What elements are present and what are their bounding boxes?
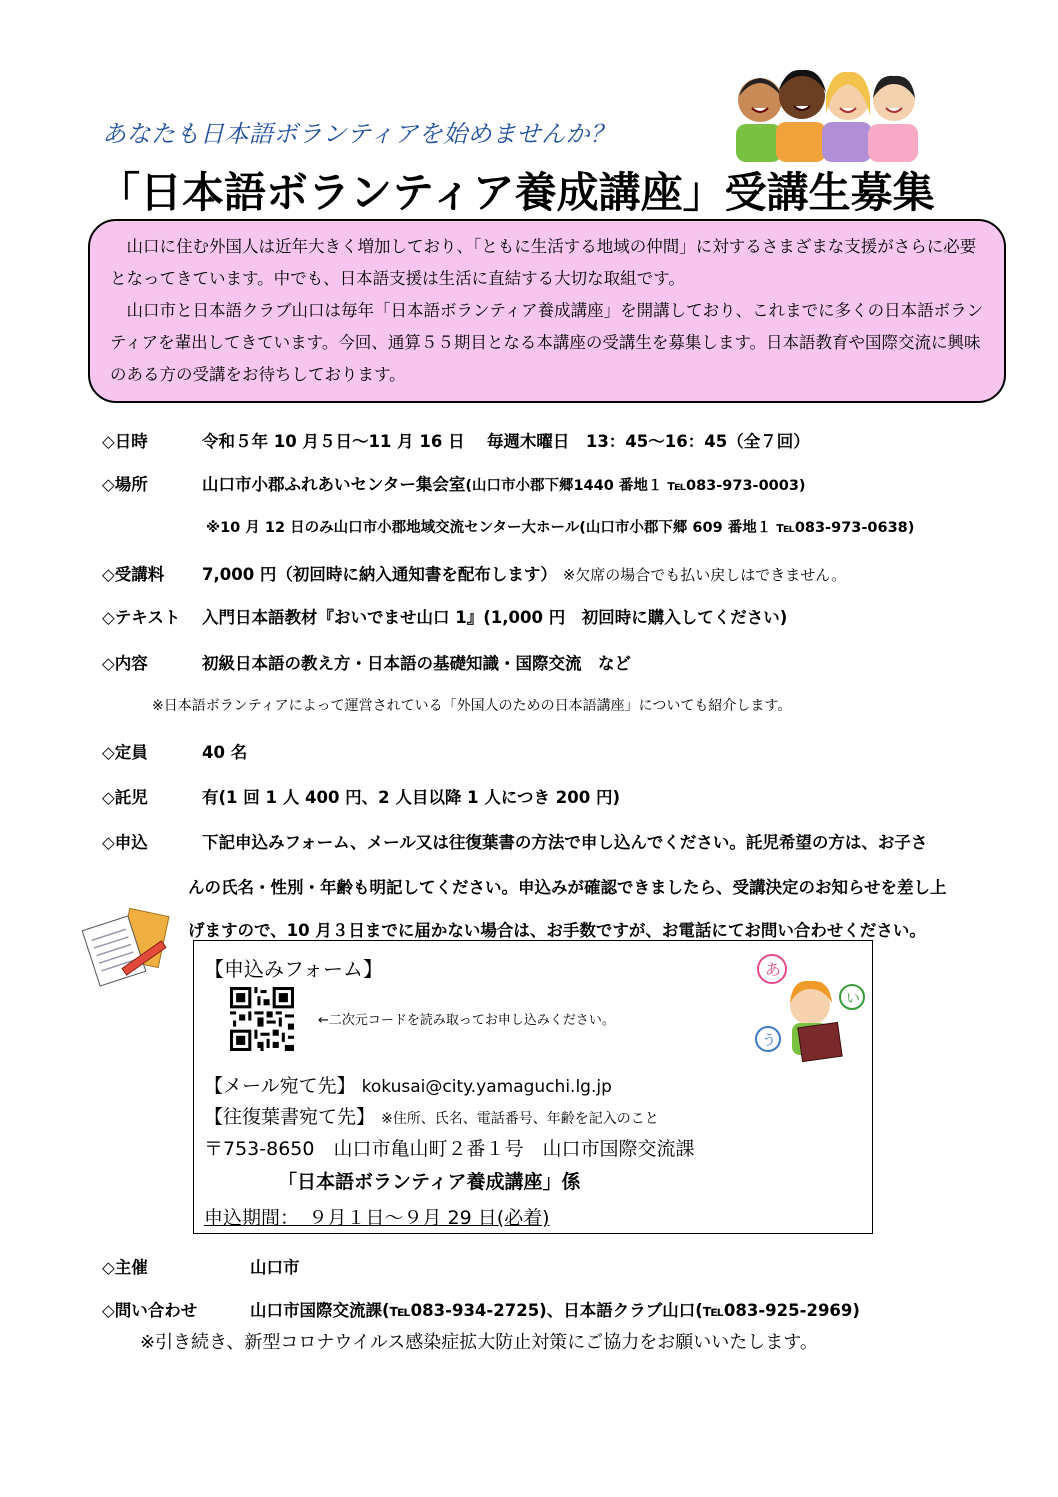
content-value: 初級日本語の教え方・日本語の基礎知識・国際交流 など (202, 654, 631, 673)
post-row (204, 1102, 659, 1129)
childcare-value: 有(1 回 1 人 400 円、2 人目以降 1 人につき 200 円) (202, 788, 621, 807)
inquiry-row (102, 1297, 860, 1321)
fee-label: ◇受講料 (102, 565, 165, 584)
fee-value: 7,000 円（初回時に納入通知書を配布します） (202, 565, 557, 584)
apply-line-2: んの氏名・性別・年齢も明記してください。申込みが確認できましたら、受講決定のお知らせを差し上 (188, 878, 947, 897)
place-extra: ※10 月 12 日のみ山口市小郡地域交流センター大ホール(山口市小郡下郷 609 番地１ ℡083-973-0638) (206, 520, 915, 536)
post-note: ※住所、氏名、電話番号、年齢を記入のこと (381, 1111, 659, 1127)
apply-line-3: げますので、10 月３日までに届かない場合は、お手数ですが、お電話にてお問い合わせください。 (188, 921, 926, 940)
closing-note: ※引き続き、新型コロナウイルス感染症拡大防止対策にご協力をお願いいたします。 (140, 1332, 818, 1353)
inquiry-label: ◇問い合わせ (102, 1301, 198, 1320)
application-period: 申込期間： ９月１日～９月 29 日(必着) (204, 1207, 550, 1229)
host-row (102, 1254, 300, 1278)
place-note: (山口市小郡下郷1440 番地１ ℡083-973-0003) (465, 478, 806, 494)
application-info-box (193, 940, 873, 1234)
intro-paragraph-1: 山口に住む外国人は近年大きく増加しており、「ともに生活する地域の仲間」に対するさまざまな支援がさらに必要となってきています。中でも、日本語支援は生活に直結する大切な取組です。 (110, 237, 977, 288)
qr-hint: ←二次元コードを読み取ってお申し込みください。 (318, 1013, 615, 1028)
apply-line-1: 下記申込みフォーム、メール又は往復葉書の方法で申し込んでください。託児希望の方は、お子さ (202, 833, 928, 852)
text-label: ◇テキスト (102, 608, 181, 627)
capacity-value: 40 名 (202, 743, 248, 762)
place-value: 山口市小郡ふれあいセンター集会室 (202, 475, 466, 494)
mail-address-link[interactable]: kokusai@city.yamaguchi.lg.jp (361, 1077, 612, 1097)
apply-row (102, 829, 927, 853)
boy-reading-illustration (754, 953, 866, 1063)
host-value: 山口市 (250, 1258, 300, 1277)
bubble-i-text: い (846, 991, 860, 1007)
postal-address-2: 「日本語ボランティア養成講座」係 (278, 1171, 581, 1193)
place-row (102, 471, 806, 495)
content-note: ※日本語ボランティアによって運営されている「外国人のための日本語講座」についても紹介します。 (152, 698, 792, 714)
documents-pencil-illustration (80, 908, 180, 990)
form-heading: 【申込みフォーム】 (204, 957, 383, 981)
subtitle: あなたも日本語ボランティアを始めませんか？ (102, 120, 615, 148)
text-row (102, 604, 787, 628)
date-row (102, 428, 810, 452)
bubble-u-text: う (762, 1033, 776, 1049)
postal-address: 〒753-8650 山口市亀山町２番１号 山口市国際交流課 (204, 1138, 695, 1160)
content-row (102, 650, 631, 674)
date-label: ◇日時 (102, 432, 148, 451)
inquiry-value: 山口市国際交流課(℡083-934-2725)、日本語クラブ山口(℡083-925-2969) (250, 1301, 860, 1320)
text-value: 入門日本語教材『おいでませ山口 1』(1,000 円 初回時に購入してください) (202, 608, 788, 627)
qr-code[interactable] (230, 987, 294, 1051)
intro-box (88, 219, 1006, 403)
intro-paragraph-2: 山口市と日本語クラブ山口は毎年「日本語ボランティア養成講座」を開講しており、これまでに多くの日本語ボランティアを輩出してきています。今回、通算５５期目となる本講座の受講生を募集します。日本語教育や国際交流に興味のある方の受講をお待ちしております。 (110, 301, 984, 384)
childcare-label: ◇託児 (102, 788, 148, 807)
childcare-row (102, 784, 620, 808)
page-title: 「日本語ボランティア養成講座」受講生募集 (98, 168, 935, 217)
mail-label: 【メール宛て先】 (204, 1075, 356, 1097)
content-label: ◇内容 (102, 654, 148, 673)
fee-note: ※欠席の場合でも払い戻しはできません。 (562, 566, 847, 584)
post-label: 【往復葉書宛て先】 (204, 1106, 376, 1128)
apply-label: ◇申込 (102, 833, 148, 852)
capacity-row (102, 739, 247, 763)
date-value: 令和５年 10 月５日～11 月 16 日 毎週木曜日 13：45～16：45（全７回） (202, 432, 810, 451)
mail-row (204, 1071, 612, 1098)
people-illustration (736, 66, 920, 162)
place-label: ◇場所 (102, 475, 148, 494)
bubble-a-text: あ (765, 960, 782, 979)
fee-row (102, 561, 846, 585)
capacity-label: ◇定員 (102, 743, 148, 762)
host-label: ◇主催 (102, 1258, 148, 1277)
